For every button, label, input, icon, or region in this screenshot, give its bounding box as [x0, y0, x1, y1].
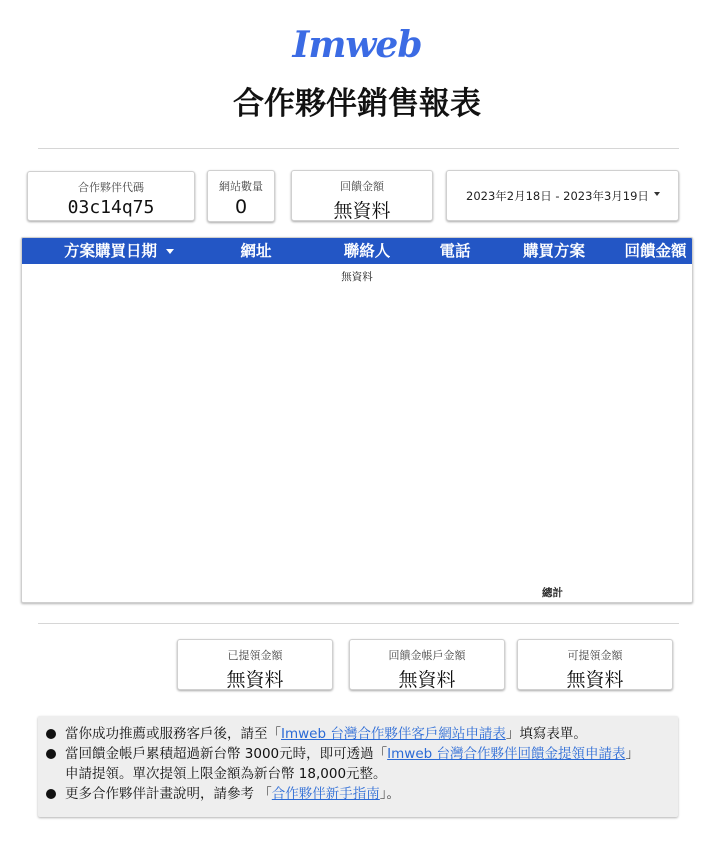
page-title: 合作夥伴銷售報表 [233, 86, 481, 122]
note-text: 申請提領。單次提領上限金額為新台幣 18,000元整。 [65, 766, 387, 782]
bullet-icon [46, 729, 56, 739]
rebate-amount-card [291, 170, 433, 221]
available-amount-value: 無資料 [566, 669, 624, 691]
client-site-form-link[interactable]: Imweb 台灣合作夥伴客戶網站申請表 [281, 726, 506, 742]
rebate-amount-label: 回饋金額 [340, 180, 384, 193]
note-item [46, 784, 678, 804]
note-text: 更多合作夥伴計畫說明，請參考 「 [65, 786, 272, 802]
account-amount-card [349, 639, 505, 690]
available-amount-label: 可提領金額 [567, 649, 623, 662]
note-item [46, 724, 678, 744]
bullet-icon [46, 749, 56, 759]
site-count-value: 0 [234, 196, 248, 218]
column-header-plan [505, 238, 603, 264]
note-text: 」。 [379, 786, 401, 802]
notes-panel [38, 716, 678, 817]
site-count-card [207, 170, 275, 222]
column-label: 回饋金額 [624, 242, 687, 260]
note-text: 」 [625, 746, 639, 762]
rebate-amount-value: 無資料 [333, 200, 391, 222]
note-item [46, 744, 678, 784]
partner-code-card [27, 171, 195, 221]
account-amount-label: 回饋金帳戶金額 [388, 649, 466, 662]
site-count-label: 網站數量 [219, 180, 263, 193]
imweb-logo: Imweb [292, 24, 422, 66]
note-text: 」填寫表單。 [505, 726, 587, 742]
bullet-icon [46, 789, 56, 799]
column-header-purchase-date[interactable] [22, 238, 216, 264]
column-header-phone [420, 238, 490, 264]
rebate-withdrawal-form-link[interactable]: Imweb 台灣合作夥伴回饋金提領申請表 [387, 746, 626, 762]
withdrawn-amount-label: 已提領金額 [227, 649, 283, 662]
account-amount-value: 無資料 [398, 669, 456, 691]
available-amount-card [517, 639, 673, 690]
column-header-url [216, 238, 296, 264]
sales-table [21, 237, 693, 603]
partner-code-value: 03c14q75 [67, 197, 155, 218]
empty-state-text: 無資料 [341, 271, 373, 283]
date-range-picker[interactable] [446, 170, 679, 221]
total-label: 總計 [542, 587, 563, 599]
note-text: 當你成功推薦或服務客戶後，請至「 [65, 726, 281, 742]
table-header [22, 238, 692, 264]
note-text: 當回饋金帳戶累積超過新台幣 3000元時，即可透過「 [65, 746, 388, 762]
column-header-rebate [617, 238, 693, 264]
column-header-contact [322, 238, 412, 264]
chevron-down-icon [654, 192, 660, 196]
date-range-value: 2023年2月18日 - 2023年3月19日 [466, 189, 649, 203]
withdrawn-amount-card [177, 639, 333, 690]
sort-down-icon [166, 249, 174, 254]
partner-guide-link[interactable]: 合作夥伴新手指南 [271, 786, 380, 802]
column-label: 網址 [240, 242, 272, 260]
column-label: 電話 [439, 242, 471, 260]
divider [38, 623, 679, 624]
withdrawn-amount-value: 無資料 [226, 669, 284, 691]
column-label: 方案購買日期 [63, 242, 157, 260]
column-label: 購買方案 [522, 242, 585, 260]
column-label: 聯絡人 [343, 242, 391, 260]
divider [38, 148, 679, 149]
partner-code-label: 合作夥伴代碼 [78, 181, 144, 194]
